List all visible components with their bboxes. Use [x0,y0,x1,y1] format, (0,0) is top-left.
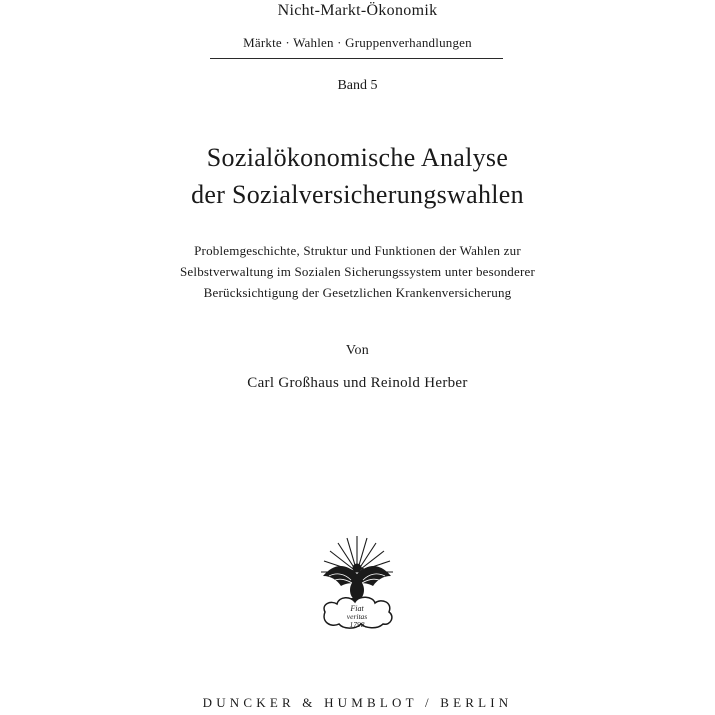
book-subtitle-line-2: Selbstverwaltung im Sozialen Sicherungssystem unter besonderer [179,264,536,279]
seal-text-line-1: Fiat [350,604,364,613]
by-label: Von [345,343,370,358]
book-title-line-1: Sozialökonomische Analyse [206,143,509,172]
book-title-line-2: der Sozialversicherungswahlen [191,180,524,209]
seal-text-line-3: 1798 [349,620,365,629]
authors: Carl Großhaus und Reinold Herber [247,375,468,391]
publisher-imprint: DUNCKER & HUMBLOT / BERLIN [202,695,513,710]
series-title: Nicht-Markt-Ökonomik [277,2,438,19]
seal-text-line-2: veritas [346,612,368,621]
volume-number: Band 5 [337,78,378,93]
series-subtitle: Märkte · Wahlen · Gruppenverhandlungen [243,35,472,50]
series-divider [210,58,503,59]
book-subtitle-line-3: Berücksichtigung der Gesetzlichen Krankenversicherung [203,285,512,300]
book-subtitle-line-1: Problemgeschichte, Struktur und Funktionen der Wahlen zur [194,243,521,258]
eagle-seal-icon [315,532,399,632]
